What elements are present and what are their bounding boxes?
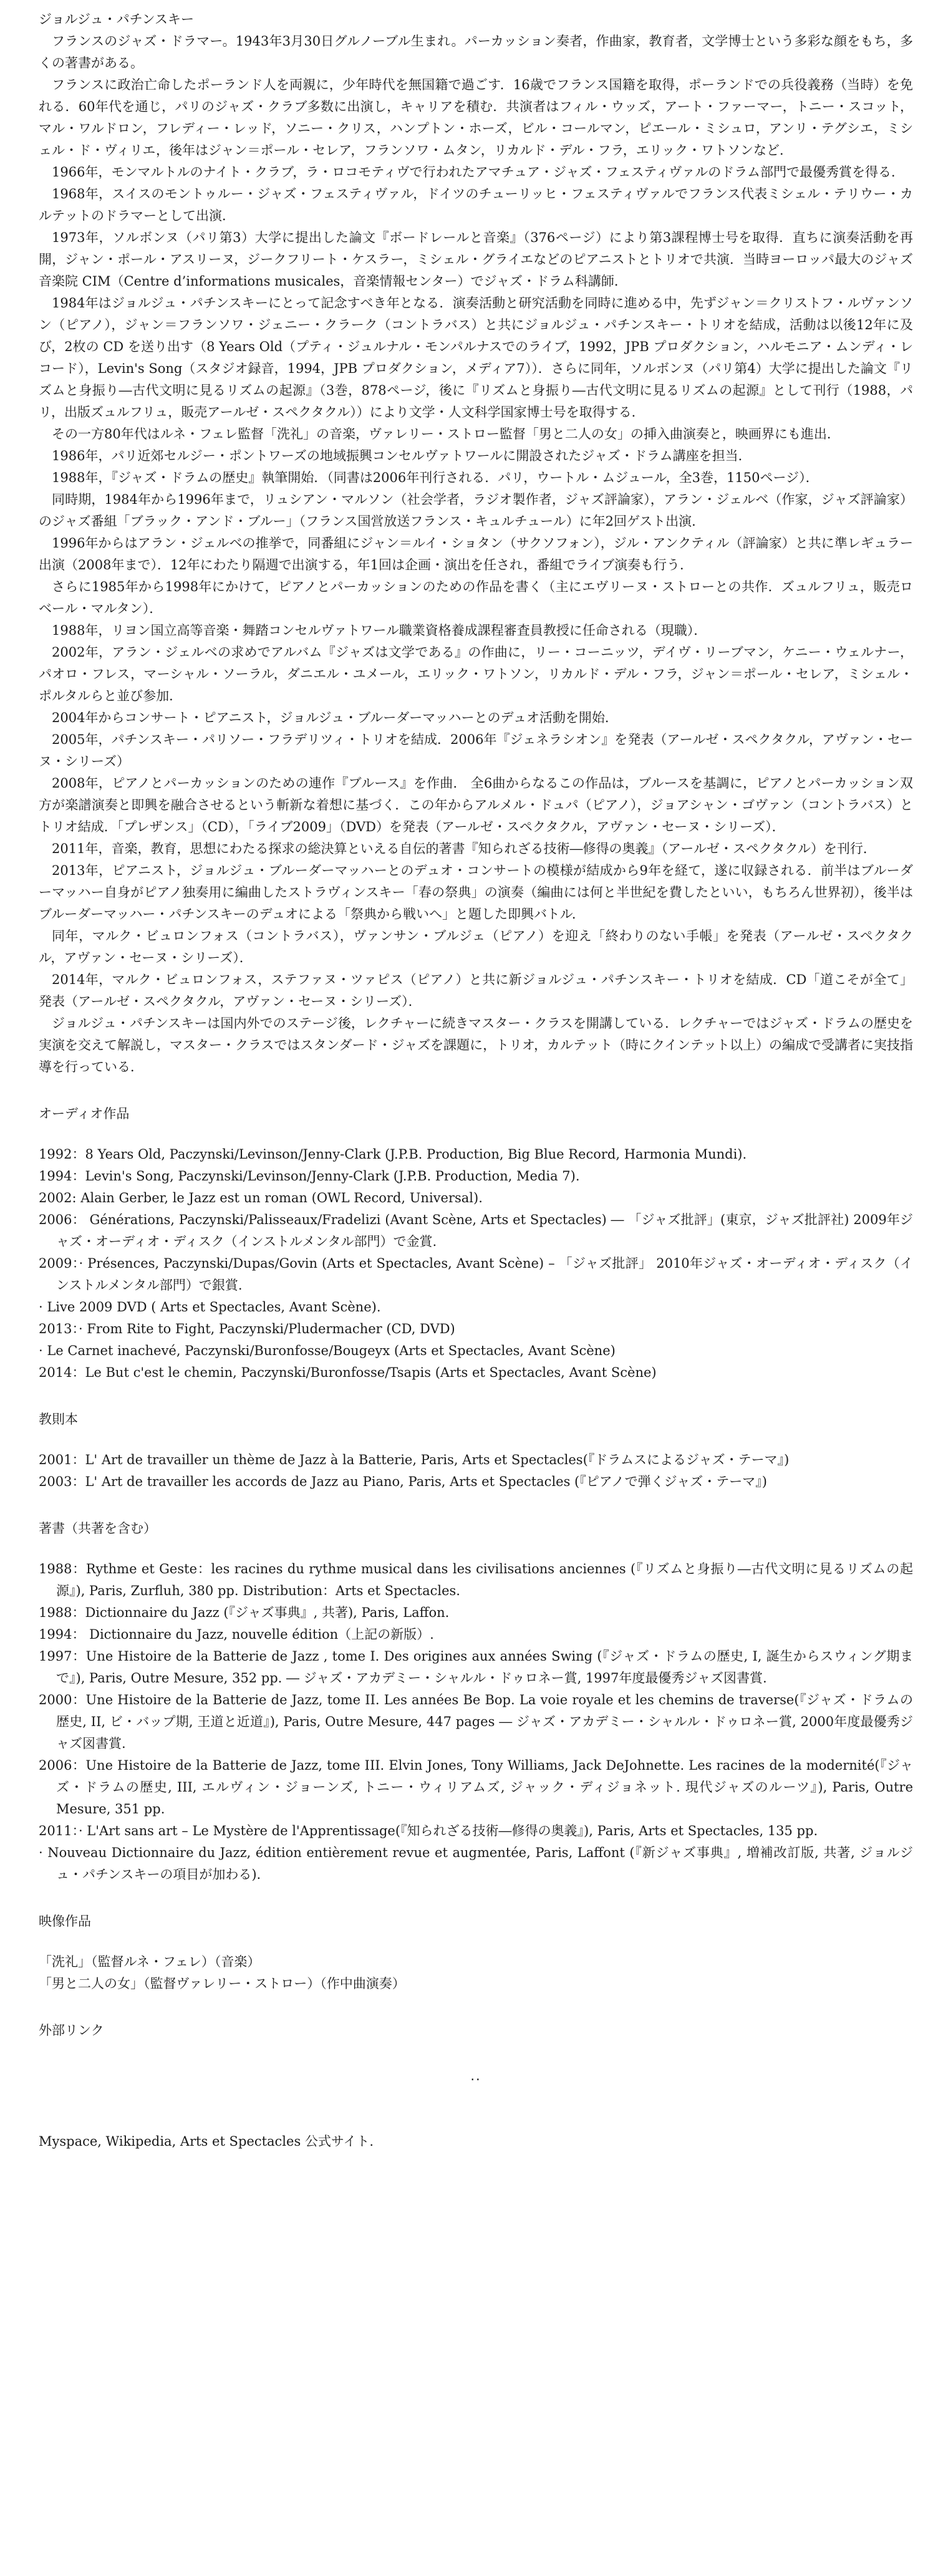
textbooks-list [39,1449,913,1493]
bio-paragraph: 同時期，1984年から1996年まで，リュシアン・マルソン（社会学者，ラジオ製作者，ジャズ評論家），アラン・ジェルベ（作家，ジャズ評論家）のジャズ番組「ブラック・アンド・ブルー」（フランス国営放送フランス・キュルチュール）に年2回ゲスト出演． [39,492,913,529]
book-entry: 1994： Dictionnaire du Jazz, nouvelle édition（上記の新版）. [39,1627,434,1642]
bio-paragraph: 1986年，パリ近郊セルジー・ポントワーズの地域振興コンセルヴァトワールに開設されたジャズ・ドラム講座を担当． [52,448,752,463]
bio-paragraph: 1996年からはアラン・ジェルベの推挙で，同番組にジャン＝ルイ・ショタン（サクソフォン），ジル・アンクティル（評論家）と共に準レギュラー出演（2008年まで）．12年にわたり隔週で出演する，年1回は企画・演出を任され，番組でライブ演奏も行う． [39,536,913,572]
book-entry: 1997：Une Histoire de la Batterie de Jazz , tome I. Des origines aux années Swing (『ジャズ・ドラムの歴史, I, 誕生からスウィング期まで』), Paris, Outre Mesure, 352 pp. ― ジャズ・アカデミー・シャルル・ドゥロネー賞, 1997年度最優秀ジャズ図書賞. [39,1649,913,1686]
textbook-entry: 2003：L' Art de travailler les accords de Jazz au Piano, Paris, Arts et Spectacles (『ピアノで弾くジャズ・テーマ』) [39,1474,767,1489]
bio-paragraph: その一方80年代はルネ・フェレ監督「洗礼」の音楽，ヴァレリー・ストロー監督「男と二人の女」の挿入曲演奏と，映画界にも進出． [52,427,840,441]
book-entry: 2011：· L'Art sans art – Le Mystère de l'Apprentissage(『知られざる技術―修得の奥義』), Paris, Arts et Spectacles, 135 pp. [39,1823,818,1838]
section-heading-books: 著書（共著を含む） [39,1521,157,1536]
bio-paragraph: 2011年，音楽，教育，思想にわたる探求の総決算といえる自伝的著書『知られざる技術―修得の奥義』（アールゼ・スペクタクル）を刊行． [52,841,876,856]
bio-paragraph: 1984年はジョルジュ・パチンスキーにとって記念すべき年となる．演奏活動と研究活動を同時に進める中，先ずジャン＝クリストフ・ルヴァンソン（ピアノ），ジャン＝フランソワ・ジェニー・クラーク（コントラバス）と共にジョルジュ・パチンスキー・トリオを結成，活動は以後12年に及び，2枚の CD を送り出す（8 Years Old（プティ・ジュルナル・モンパルナスでのライブ，1992，JPB プロダクション，ハルモニア・ムンディ・レコード），Levin's Song（スタジオ録音，1994，JPB プロダクション，メディア7））．さらに同年，ソルボンヌ（パリ第4）大学に提出した論文『リズムと身振り―古代文明に見るリズムの起源』（3巻，878ページ，後に『リズムと身振り―古代文明に見るリズムの起源』として刊行（1988，パリ，出版ズュルフリュ，販売アールゼ・スペクタクル））により文学・人文科学国家博士号を取得する． [39,296,913,420]
bio-paragraph: 1988年，『ジャズ・ドラムの歴史』執筆開始．（同書は2006年刊行される．パリ，ウートル・ムジュール，全3巻，1150ページ）． [52,470,819,485]
external-links[interactable]: Myspace, Wikipedia, Arts et Spectacles 公式サイト. [39,2134,374,2149]
audio-entry: 2009：· Présences, Paczynski/Dupas/Govin (Arts et Spectacles, Avant Scène) – 「ジャズ批評」 2010年ジャズ・オーディオ・ディスク（インストルメンタル部門）で銀賞. [39,1256,913,1293]
bio-paragraph: 2002年，アラン・ジェルベの求めでアルバム『ジャズは文学である』の作曲に，リー・コーニッツ，デイヴ・リーブマン，ケニー・ウェルナー，パオロ・フレス，マーシャル・ソーラル，ダニエル・ユメール，エリック・ワトソン，リカルド・デル・フラ，ジャン＝ポール・セレア，ミシェル・ポルタルらと並び参加． [39,645,913,703]
bio-paragraph: 同年，マルク・ビュロンフォス（コントラバス），ヴァンサン・ブルジェ（ピアノ）を迎え「終わりのない手帳」を発表（アールゼ・スペクタクル，アヴァン・セーヌ・シリーズ）． [39,929,913,965]
audio-entry: 2002: Alain Gerber, le Jazz est un roman (OWL Record, Universal). [39,1190,483,1205]
bio-paragraph: 2004年からコンサート・ピアニスト，ジョルジュ・ブルーダーマッハーとのデュオ活動を開始． [52,710,618,725]
bio-paragraph: フランスに政治亡命したポーランド人を両親に，少年時代を無国籍で過ごす．16歳でフランス国籍を取得，ポーランドでの兵役義務（当時）を免れる．60年代を通じ，パリのジャズ・クラブ多数に出演し，キャリアを積む．共演者はフィル・ウッズ，アート・ファーマー，トニー・スコット，マル・ワルドロン，フレディー・レッド，ソニー・クリス，ハンプトン・ホーズ，ビル・コールマン，ピエール・ミシュロ，アンリ・テグシエ，ミシェル・ド・ヴィリエ，後年はジャン＝ポール・セレア，フランソワ・ムタン，リカルド・デル・フラ，エリック・ワトソンなど． [39,77,913,158]
audio-entry: 2006： Générations, Paczynski/Palisseaux/Fradelizi (Avant Scène, Arts et Spectacles) ― 「ジャズ批評」(東京，ジャズ批評社) 2009年ジャズ・オーディオ・ディスク（インストルメンタル部門）で金賞. [39,1212,913,1249]
audio-works-list [39,1144,913,1384]
section-heading-audio: オーディオ作品 [39,1106,130,1121]
books-list [39,1558,913,1886]
book-entry: 2006：Une Histoire de la Batterie de Jazz, tome III. Elvin Jones, Tony Williams, Jack DeJohnette. Les racines de la modernité(『ジャズ・ドラムの歴史, III, エルヴィン・ジョーンズ, トニー・ウィリアムズ, ジャック・ディジョネット. 現代ジャズのルーツ』), Paris, Outre Mesure, 351 pp. [39,1758,913,1816]
section-heading-films: 映像作品 [39,1914,91,1929]
bio-paragraph: 2013年，ピアニスト，ジョルジュ・ブルーダーマッハーとのデュオ・コンサートの模様が結成から9年を経て，遂に収録される．前半はブルーダーマッハー自身がピアノ独奏用に編曲したストラヴィンスキー「春の祭典」の演奏（編曲には何と半世紀を費したといい，もちろん世界初），後半はブルーダーマッハー・パチンスキーのデュオによる「祭典から戦いへ」と題した即興バトル． [39,863,913,922]
films-list [39,1951,913,1995]
bio-paragraph: 1966年，モンマルトルのナイト・クラブ，ラ・ロコモティヴで行われたアマチュア・ジャズ・フェスティヴァルのドラム部門で最優秀賞を得る． [52,165,904,180]
audio-entry: · Le Carnet inachevé, Paczynski/Buronfosse/Bougeyx (Arts et Spectacles, Avant Scène) [39,1343,616,1358]
book-entry: 2000：Une Histoire de la Batterie de Jazz, tome II. Les années Be Bop. La voie royale et les chemins de traverse(『ジャズ・ドラムの歴史, II, ビ・バップ期, 王道と近道』), Paris, Outre Mesure, 447 pages ― ジャズ・アカデミー・シャルル・ドゥロネー賞, 2000年度最優秀ジャズ図書賞. [39,1692,913,1751]
biography [39,31,913,1078]
bio-paragraph: 2008年，ピアノとパーカッションのための連作『ブルース』を作曲． 全6曲からなるこの作品は，ブルースを基調に，ピアノとパーカッション双方が楽譜演奏と即興を融合させるという斬新な着想に基づく．この年からアルメル・ドュパ（ピアノ），ジョアシャン・ゴヴァン（コントラバス）とトリオ結成．「プレザンス」（CD），「ライブ2009」（DVD）を発表（アールゼ・スペクタクル，アヴァン・セーヌ・シリーズ）． [39,776,913,834]
bio-paragraph: 2005年，パチンスキー・パリソー・フラデリツィ・トリオを結成．2006年『ジェネラシオン』を発表（アールゼ・スペクタクル，アヴァン・セーヌ・シリーズ） [39,732,913,769]
separator: .. [470,2068,481,2083]
audio-entry: · Live 2009 DVD ( Arts et Spectacles, Avant Scène). [39,1300,381,1315]
page-title: ジョルジュ・パチンスキー [39,12,194,27]
book-entry: · Nouveau Dictionnaire du Jazz, édition entièrement revue et augmentée, Paris, Laffont (『新ジャズ事典』, 増補改訂版, 共著, ジョルジュ・パチンスキーの項目が加わる). [39,1845,913,1882]
bio-paragraph: ジョルジュ・パチンスキーは国内外でのステージ後，レクチャーに続きマスター・クラスを開講している．レクチャーではジャズ・ドラムの歴史を実演を交えて解説し，マスター・クラスではスタンダード・ジャズを課題に，トリオ，カルテット（時にクインテット以上）の編成で受講者に実技指導を行っている． [39,1016,913,1074]
bio-paragraph: フランスのジャズ・ドラマー。1943年3月30日グルノーブル生まれ。パーカッション奏者，作曲家，教育者，文学博士という多彩な顔をもち，多くの著書がある。 [39,34,913,70]
section-heading-links: 外部リンク [39,2023,104,2038]
film-entry: 「洗礼」（監督ルネ・フェレ）（音楽） [39,1954,261,1969]
section-heading-textbooks: 教則本 [39,1412,78,1427]
audio-entry: 1992：8 Years Old, Paczynski/Levinson/Jenny-Clark (J.P.B. Production, Big Blue Record, Harmonia Mundi). [39,1147,747,1162]
book-entry: 1988：Rythme et Geste：les racines du rythme musical dans les civilisations anciennes (『リズムと身振り―古代文明に見るリズムの起源』), Paris, Zurfluh, 380 pp. Distribution：Arts et Spectacles. [39,1561,913,1598]
audio-entry: 1994：Levin's Song, Paczynski/Levinson/Jenny-Clark (J.P.B. Production, Media 7). [39,1169,580,1184]
audio-entry: 2014：Le But c'est le chemin, Paczynski/Buronfosse/Tsapis (Arts et Spectacles, Avant Scène) [39,1365,657,1380]
bio-paragraph: 1973年，ソルボンヌ（パリ第3）大学に提出した論文『ボードレールと音楽』（376ページ）により第3課程博士号を取得．直ちに演奏活動を再開，ジャン・ポール・アスリーヌ，ジークフリート・ケスラー，ミシェル・グライエなどのピアニストとトリオで共演．当時ヨーロッパ最大のジャズ音楽院 CIM（Centre d’informations musicales，音楽情報センター）でジャズ・ドラム科講師． [39,230,913,289]
audio-entry: 2013：· From Rite to Fight, Paczynski/Pludermacher (CD, DVD) [39,1321,455,1336]
bio-paragraph: 2014年，マルク・ビュロンフォス，ステファヌ・ツァピス（ピアノ）と共に新ジョルジュ・パチンスキー・トリオを結成．CD「道こそが全て」発表（アールゼ・スペクタクル，アヴァン・セーヌ・シリーズ）． [39,972,913,1009]
textbook-entry: 2001：L' Art de travailler un thème de Jazz à la Batterie, Paris, Arts et Spectacles(『ドラムスによるジャズ・テーマ』) [39,1452,790,1467]
bio-paragraph: 1968年，スイスのモントゥルー・ジャズ・フェスティヴァル，ドイツのチューリッヒ・フェスティヴァルでフランス代表ミシェル・テリウー・カルテットのドラマーとして出演． [39,186,913,223]
film-entry: 「男と二人の女」（監督ヴァレリー・ストロー）（作中曲演奏） [39,1976,405,1991]
bio-paragraph: さらに1985年から1998年にかけて，ピアノとパーカッションのための作品を書く（主にエヴリーヌ・ストローとの共作．ズュルフリュ，販売ロベール・マルタン）． [39,579,913,616]
book-entry: 1988：Dictionnaire du Jazz (『ジャズ事典』, 共著), Paris, Laffon. [39,1605,450,1620]
bio-paragraph: 1988年，リヨン国立高等音楽・舞踏コンセルヴァトワール職業資格養成課程審査員教授に任命される（現職）． [52,623,707,638]
